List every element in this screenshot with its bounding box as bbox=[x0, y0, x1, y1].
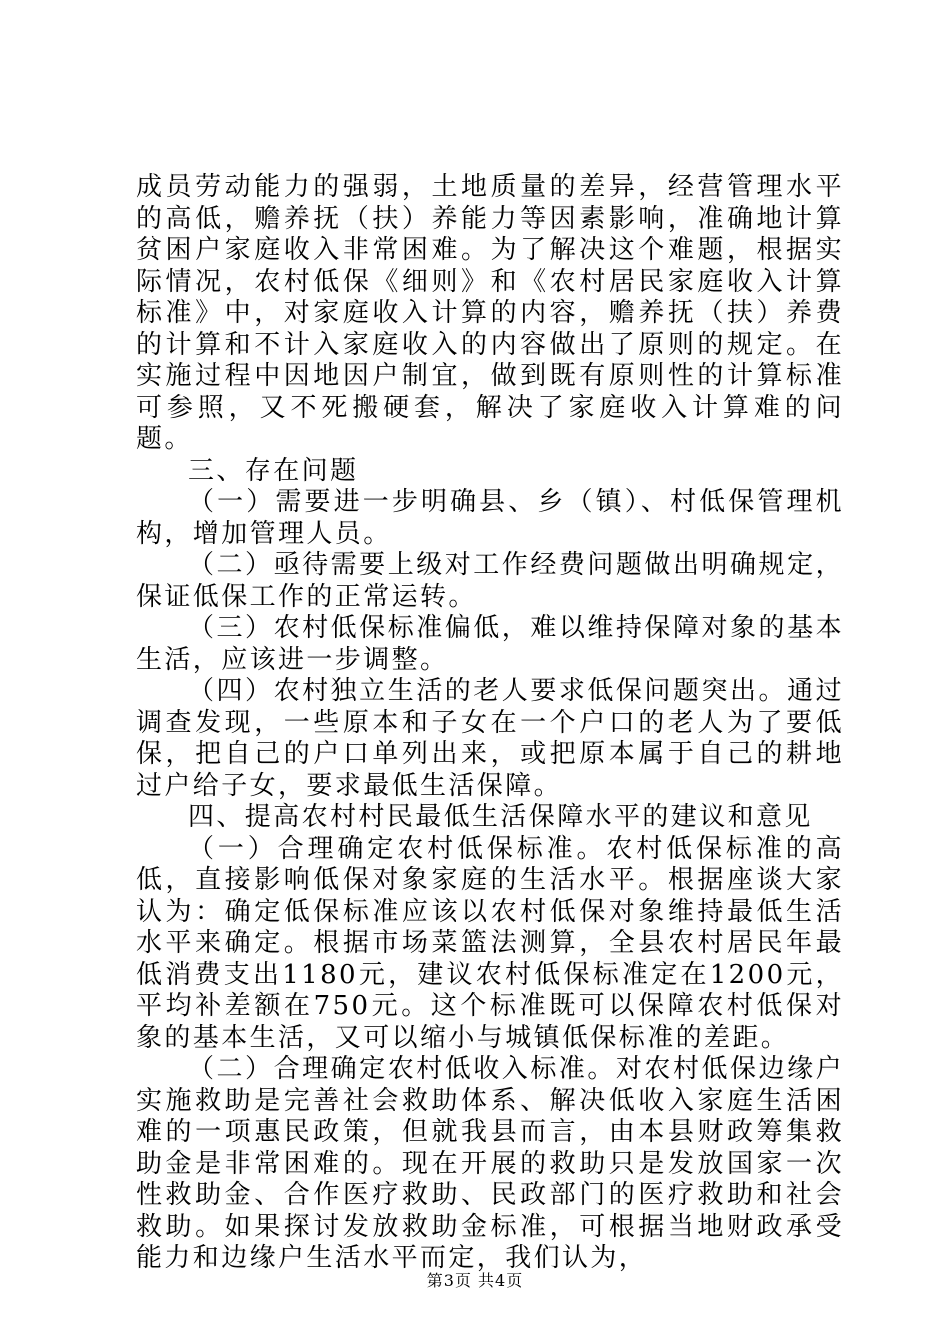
problem-item-4: （四）农村独立生活的老人要求低保问题突出。通过调查发现，一些原本和子女在一个户口的老人为了要低保，把自己的户口单列出来，或把原本属于自己的耕地过户给子女，要求最低生活保障。 bbox=[136, 676, 844, 801]
problem-item-2: （二）亟待需要上级对工作经费问题做出明确规定，保证低保工作的正常运转。 bbox=[136, 550, 844, 612]
page-number-label: 第3页 共4页 bbox=[426, 1271, 524, 1290]
body-text bbox=[136, 172, 844, 1275]
paragraph-income-calculation: 成员劳动能力的强弱，土地质量的差异，经营管理水平的高低，赡养抚（扶）养能力等因素影响，准确地计算贫困户家庭收入非常困难。为了解决这个难题，根据实际情况，农村低保《细则》和《农村居民家庭收入计算标准》中，对家庭收入计算的内容，赡养抚（扶）养费的计算和不计入家庭收入的内容做出了原则的规定。在实施过程中因地因户制宜，做到既有原则性的计算标准可参照，又不死搬硬套，解决了家庭收入计算难的问题。 bbox=[136, 172, 844, 454]
problem-item-3: （三）农村低保标准偏低，难以维持保障对象的基本生活，应该进一步调整。 bbox=[136, 613, 844, 675]
section-heading-suggestions: 四、提高农村村民最低生活保障水平的建议和意见 bbox=[188, 802, 813, 832]
page-footer bbox=[0, 1268, 950, 1291]
suggestion-item-1: （一）合理确定农村低保标准。农村低保标准的高低，直接影响低保对象家庭的生活水平。根据座谈大家认为：确定低保标准应该以农村低保对象维持最低生活水平来确定。根据市场菜篮法测算，全县农村居民年最低消费支出1180元，建议农村低保标准定在1200元，平均补差额在750元。这个标准既可以保障农村低保对象的基本生活，又可以缩小与城镇低保标准的差距。 bbox=[136, 833, 844, 1053]
section-heading-problems: 三、存在问题 bbox=[188, 455, 359, 486]
suggestion-item-2: （二）合理确定农村低收入标准。对农村低保边缘户实施救助是完善社会救助体系、解决低收入家庭生活困难的一项惠民政策，但就我县而言，由本县财政筹集救助金是非常困难的。现在开展的救助只是发放国家一次性救助金、合作医疗救助、民政部门的医疗救助和社会救助。如果探讨发放救助金标准，可根据当地财政承受能力和边缘户生活水平而定，我们认为， bbox=[136, 1054, 844, 1273]
problem-item-1: （一）需要进一步明确县、乡（镇）、村低保管理机构，增加管理人员。 bbox=[136, 487, 844, 549]
